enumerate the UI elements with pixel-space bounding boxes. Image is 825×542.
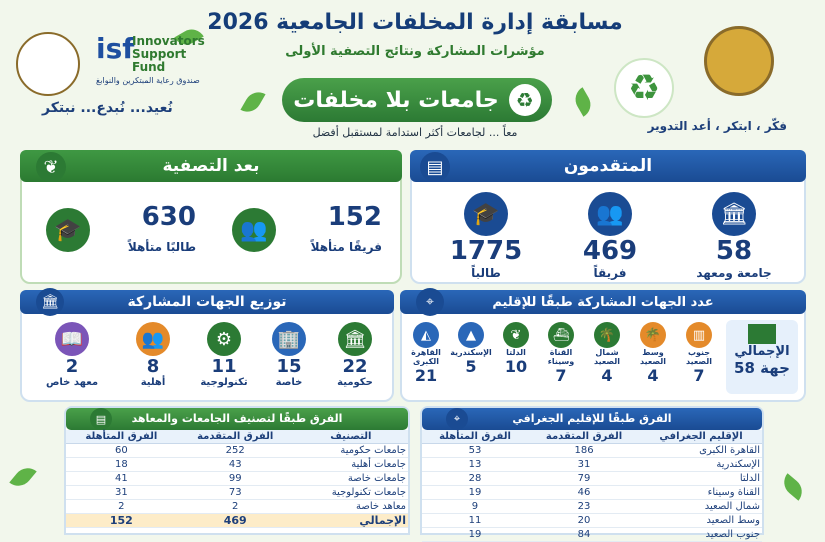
cell: 60 xyxy=(66,444,177,458)
table-row xyxy=(66,500,408,514)
banner-text: جامعات بلا مخلفات xyxy=(293,87,499,113)
ministry-seal-logo xyxy=(16,32,80,96)
stat-label: جامعة ومعهد xyxy=(696,266,772,280)
cell: 19 xyxy=(422,528,528,542)
teams-by-type-table-card xyxy=(64,406,410,535)
cell: 53 xyxy=(422,444,528,458)
leaf-decoration xyxy=(240,87,265,117)
region-item xyxy=(538,322,584,385)
table-row xyxy=(66,444,408,458)
item-label: خاصة xyxy=(275,377,303,388)
cell: 9 xyxy=(422,500,528,514)
cell: 252 xyxy=(177,444,294,458)
distribution-item xyxy=(322,322,388,388)
region-value: 21 xyxy=(414,366,438,385)
cell: 469 xyxy=(177,514,294,528)
leaf-icon: ❦ xyxy=(36,152,66,182)
regions-header xyxy=(400,290,806,314)
map-pin-icon: ⌖ xyxy=(416,288,444,316)
fund-arabic: صندوق رعاية المبتكرين والنوابغ xyxy=(96,76,200,85)
palm-tree-icon: 🌴 xyxy=(640,322,666,348)
table-row xyxy=(422,458,762,472)
leaf-decoration xyxy=(779,473,808,500)
cell: 11 xyxy=(422,514,528,528)
graduation-cap-icon: 🎓 xyxy=(464,192,508,236)
region-item xyxy=(630,322,676,385)
item-label: معهد خاص xyxy=(45,377,99,388)
cell: 99 xyxy=(177,472,294,486)
teams-by-type-table xyxy=(66,430,408,528)
leaf-icon: ❦ xyxy=(503,322,529,348)
cell: 23 xyxy=(528,500,640,514)
after-filter-header xyxy=(20,150,402,182)
cell: وسط الصعيد xyxy=(640,514,762,528)
university-icon: 🏛 xyxy=(338,322,372,356)
table-row xyxy=(66,472,408,486)
total-label: الإجمالي xyxy=(734,344,790,359)
after-filter-card xyxy=(20,150,402,284)
column-header: الفرق المتأهلة xyxy=(422,430,528,444)
table-title: الفرق طبقًا للإقليم الجغرافي xyxy=(512,412,672,425)
university-icon: 🏛 xyxy=(712,192,756,236)
university-icon: 🏛 xyxy=(36,288,64,316)
cell: 28 xyxy=(422,472,528,486)
slogan-right: فكّر ، ابتكر ، أعد التدوير xyxy=(647,119,787,133)
isf-logo: isf Innovators Support Fund صندوق رعاية المبتكرين والنوابغ xyxy=(96,32,205,85)
region-value: 7 xyxy=(693,366,705,385)
region-label: الإسكندرية xyxy=(450,348,492,357)
region-item xyxy=(404,322,448,385)
ship-icon: ⛴ xyxy=(548,322,574,348)
cell: جنوب الصعيد xyxy=(640,528,762,542)
cell: جامعات خاصة xyxy=(294,472,408,486)
fund-line3: Fund xyxy=(132,60,166,74)
region-label: شمال الصعيد xyxy=(593,348,621,366)
table-header-row xyxy=(422,430,762,444)
temple-icon: ▥ xyxy=(686,322,712,348)
item-label: حكومية xyxy=(337,377,373,388)
recycle-icon: ♻ xyxy=(614,58,674,118)
item-value: 8 xyxy=(146,356,160,377)
palm-tree-icon: 🌴 xyxy=(594,322,620,348)
cell: الإجمالي xyxy=(294,514,408,528)
table-row xyxy=(422,444,762,458)
recycle-icon: ♻ xyxy=(509,84,541,116)
leaf-decoration xyxy=(570,87,595,117)
applicants-card xyxy=(410,150,806,284)
fund-line2: Support xyxy=(132,47,187,61)
book-icon: 📖 xyxy=(55,322,89,356)
campaign-banner xyxy=(282,78,552,122)
cell: 19 xyxy=(422,486,528,500)
team-icon: 👥 xyxy=(232,208,276,252)
regions-card xyxy=(400,290,806,402)
cell: الدلتا xyxy=(640,472,762,486)
document-icon: ▤ xyxy=(90,408,112,430)
distribution-item xyxy=(32,322,112,388)
table-row xyxy=(422,486,762,500)
distribution-item xyxy=(256,322,322,388)
region-value: 4 xyxy=(601,366,613,385)
cell: جامعات تكنولوجية xyxy=(294,486,408,500)
teams-by-region-table-card xyxy=(420,406,764,540)
item-value: 2 xyxy=(65,356,79,377)
competition-seal-logo xyxy=(704,26,774,96)
table-row xyxy=(66,458,408,472)
slogan-left: نُعيد... نُبدع... نبتكر xyxy=(42,100,173,116)
cell: 43 xyxy=(177,458,294,472)
stat-value: 152 xyxy=(327,202,382,232)
cell: 41 xyxy=(66,472,177,486)
cell: 73 xyxy=(177,486,294,500)
cell: 2 xyxy=(66,500,177,514)
tagline: معاً ... لجامعات أكثر استدامة لمستقبل أفضل xyxy=(312,126,518,139)
region-value: 5 xyxy=(465,357,477,376)
applicants-title: المتقدمون xyxy=(563,156,653,176)
item-value: 11 xyxy=(211,356,237,377)
region-item xyxy=(494,322,538,376)
table-total-row xyxy=(66,514,408,528)
regions-total xyxy=(726,320,798,394)
region-value: 7 xyxy=(555,366,567,385)
students-stat xyxy=(426,192,546,280)
cell: 31 xyxy=(66,486,177,500)
applicants-header xyxy=(410,150,806,182)
region-item xyxy=(676,322,722,385)
document-icon: ▤ xyxy=(420,152,450,182)
egypt-map-icon xyxy=(748,324,776,344)
page-subtitle: مؤشرات المشاركة ونتائج التصفية الأولى xyxy=(285,44,545,59)
distribution-title: توزيع الجهات المشاركة xyxy=(127,294,287,310)
teams-by-region-table xyxy=(422,430,762,542)
cell: 18 xyxy=(66,458,177,472)
column-header: الفرق المتقدمة xyxy=(177,430,294,444)
gear-icon: ⚙ xyxy=(207,322,241,356)
stat-label: طالباً xyxy=(471,266,501,280)
stat-value: 469 xyxy=(582,236,638,266)
cell: شمال الصعيد xyxy=(640,500,762,514)
leaf-decoration xyxy=(9,463,36,492)
table-row xyxy=(66,486,408,500)
column-header: الفرق المتقدمة xyxy=(528,430,640,444)
fund-line1: Innovators xyxy=(132,34,205,48)
total-value: 58 جهة xyxy=(734,359,790,377)
universities-stat xyxy=(674,192,794,280)
team-icon: 👥 xyxy=(588,192,632,236)
lighthouse-icon: ▲ xyxy=(458,322,484,348)
qualified-students-stat xyxy=(32,198,212,270)
table-row xyxy=(422,528,762,542)
cell: الإسكندرية xyxy=(640,458,762,472)
stat-label: طالبًا متأهلاً xyxy=(127,240,196,254)
item-label: تكنولوجية xyxy=(200,377,248,388)
cell: 79 xyxy=(528,472,640,486)
cell: 84 xyxy=(528,528,640,542)
region-item xyxy=(584,322,630,385)
table-title: الفرق طبقًا لتصنيف الجامعات والمعاهد xyxy=(131,412,343,425)
region-item xyxy=(448,322,494,376)
region-value: 10 xyxy=(504,357,528,376)
cell: 20 xyxy=(528,514,640,528)
pyramid-icon: ◭ xyxy=(413,322,439,348)
cell: جامعات أهلية xyxy=(294,458,408,472)
column-header: التصنيف xyxy=(294,430,408,444)
distribution-item xyxy=(188,322,260,388)
stat-label: فريقًا متأهلاً xyxy=(310,240,382,254)
table-row xyxy=(422,514,762,528)
distribution-item xyxy=(120,322,186,388)
distribution-header xyxy=(20,290,394,314)
table-header-row xyxy=(66,430,408,444)
cell: 31 xyxy=(528,458,640,472)
people-icon: 👥 xyxy=(136,322,170,356)
column-header: الفرق المتأهلة xyxy=(66,430,177,444)
stat-value: 58 xyxy=(715,236,753,266)
region-label: وسط الصعيد xyxy=(639,348,667,366)
table-title-bar xyxy=(66,408,408,430)
buildings-icon: 🏢 xyxy=(272,322,306,356)
graduation-cap-icon: 🎓 xyxy=(46,208,90,252)
regions-title: عدد الجهات المشاركة طبقًا للإقليم xyxy=(492,294,714,310)
region-label: القاهرة الكبرى xyxy=(411,348,441,366)
cell: معاهد خاصة xyxy=(294,500,408,514)
item-label: أهلية xyxy=(140,377,166,388)
cell: القاهرة الكبرى xyxy=(640,444,762,458)
region-label: الدلتا xyxy=(506,348,526,357)
table-row xyxy=(422,500,762,514)
item-value: 15 xyxy=(276,356,302,377)
cell: 13 xyxy=(422,458,528,472)
stat-label: فريقاً xyxy=(593,266,627,280)
teams-stat xyxy=(550,192,670,280)
region-label: القناة وسيناء xyxy=(547,348,575,366)
after-filter-title: بعد التصفية xyxy=(162,156,260,176)
table-row xyxy=(422,472,762,486)
region-value: 4 xyxy=(647,366,659,385)
cell: 186 xyxy=(528,444,640,458)
cell: جامعات حكومية xyxy=(294,444,408,458)
region-label: جنوب الصعيد xyxy=(685,348,713,366)
cell: 152 xyxy=(66,514,177,528)
cell: 2 xyxy=(177,500,294,514)
qualified-teams-stat xyxy=(222,198,392,270)
page-title: مسابقة إدارة المخلفات الجامعية 2026 xyxy=(207,10,623,35)
column-header: الإقليم الجغرافي xyxy=(640,430,762,444)
table-title-bar xyxy=(422,408,762,430)
map-pin-icon: ⌖ xyxy=(446,408,468,430)
stat-value: 1775 xyxy=(449,236,523,266)
distribution-card xyxy=(20,290,394,402)
cell: 46 xyxy=(528,486,640,500)
item-value: 22 xyxy=(342,356,368,377)
stat-value: 630 xyxy=(141,202,196,232)
cell: القناة وسيناء xyxy=(640,486,762,500)
